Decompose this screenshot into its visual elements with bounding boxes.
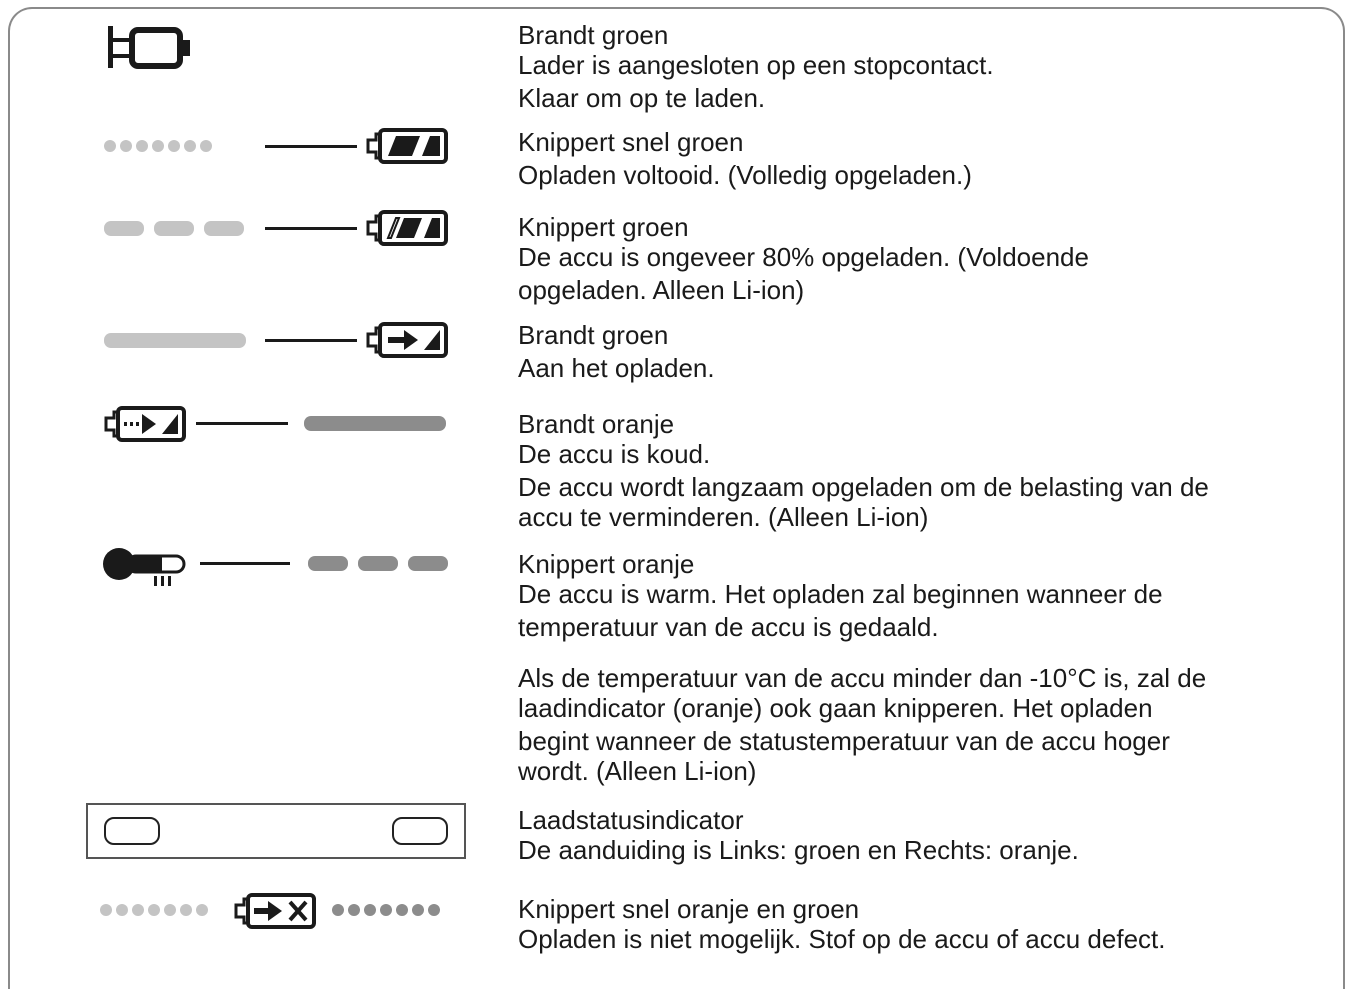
battery-slow-charge-icon [104,404,188,444]
row-fully-charged [518,127,972,190]
row-charger-connected [518,20,994,113]
row-text: Lader is aangesloten op een stopcontact. [518,50,994,80]
row-text: De accu is koud. [518,439,711,469]
row-title: Laadstatusindicator [518,805,744,835]
row-warm [518,549,1163,642]
row-text: Aan het opladen. [518,353,715,383]
left-indicator-lamp [104,817,160,845]
battery-full-icon [366,126,450,166]
row-status-indicator [518,805,1079,865]
fast-blink-dots-green [100,904,212,916]
row-text: temperatuur van de accu is gedaald. [518,612,939,642]
row-text: De accu is warm. Het opladen zal beginnen wanneer de [518,579,1163,609]
row-title: Brandt groen [518,20,669,50]
row-text: Opladen voltooid. (Volledig opgeladen.) [518,160,972,190]
row-cold [518,409,1209,532]
solid-bar [304,416,446,431]
battery-charging-icon [366,320,450,360]
battery-80-icon [366,208,450,248]
row-text: Opladen is niet mogelijk. Stof op de accu of accu defect. [518,924,1166,954]
row-title: Knippert groen [518,212,689,242]
row-title: Brandt oranje [518,409,675,439]
connector-line [265,227,357,230]
note-cold-temperature [518,663,1206,786]
connector-line [196,422,288,425]
note-text: begint wanneer de statustemperatuur van de accu hoger [518,726,1170,756]
row-title: Knippert oranje [518,549,695,579]
row-charge-error [518,894,1166,954]
row-text: De accu wordt langzaam opgeladen om de belasting van de [518,472,1209,502]
plug-charger-icon [104,24,196,72]
row-text: accu te verminderen. (Alleen Li-ion) [518,502,929,532]
row-text: opgeladen. Alleen Li-ion) [518,275,805,305]
right-indicator-lamp [392,817,448,845]
row-text: De aanduiding is Links: groen en Rechts: oranje. [518,835,1079,865]
connector-line [265,339,357,342]
note-text: Als de temperatuur van de accu minder dan -10°C is, zal de [518,663,1207,693]
row-text: Klaar om op te laden. [518,83,766,113]
fast-blink-dots [104,140,216,152]
row-title: Knippert snel groen [518,127,744,157]
connector-line [200,562,290,565]
note-text: wordt. (Alleen Li-ion) [518,756,757,786]
blink-dashes [308,556,458,571]
row-title: Brandt groen [518,320,669,350]
row-80-percent [518,212,1089,305]
row-text: De accu is ongeveer 80% opgeladen. (Voldoende [518,242,1089,272]
solid-bar [104,333,246,348]
connector-line [265,145,357,148]
thermometer-warm-icon [102,544,192,590]
battery-error-icon [234,891,318,931]
fast-blink-dots-orange [332,904,444,916]
note-text: laadindicator (oranje) ook gaan knipperen. Het opladen [518,693,1153,723]
status-indicator-panel-icon [86,803,466,859]
row-title: Knippert snel oranje en groen [518,894,860,924]
blink-dashes [104,221,254,236]
row-charging [518,320,715,383]
